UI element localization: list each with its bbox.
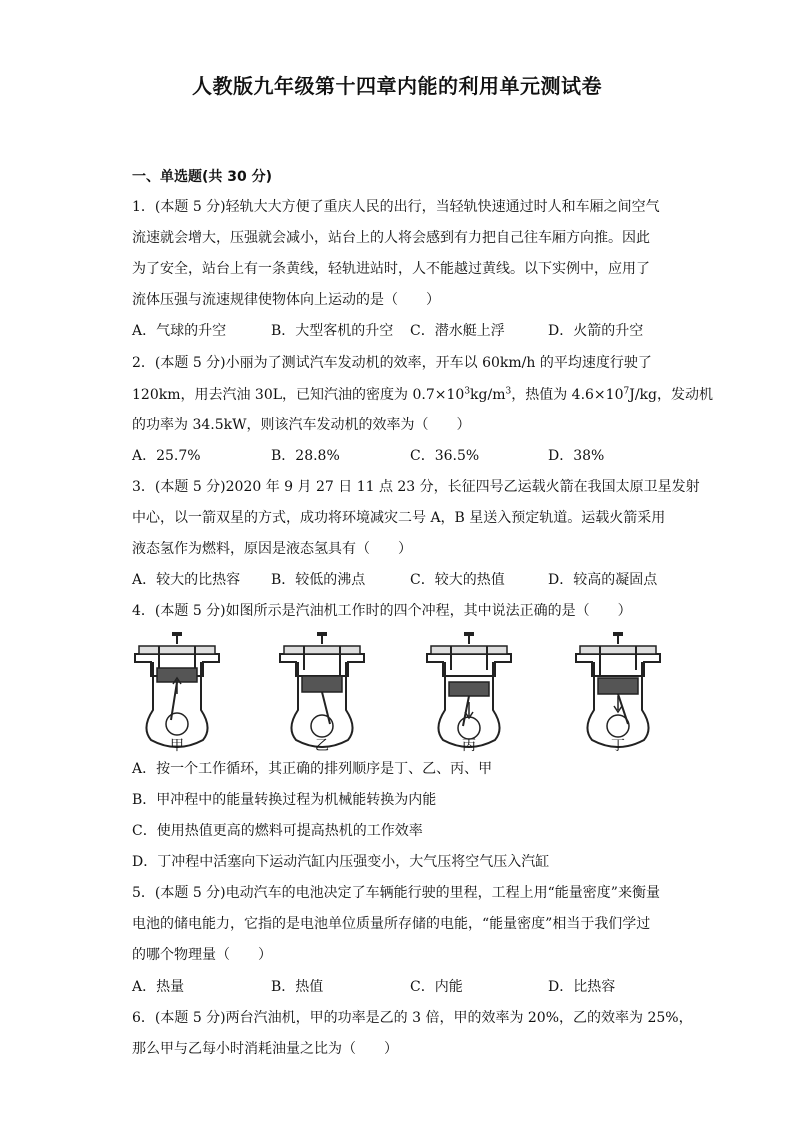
q6-line: 那么甲与乙每小时消耗油量之比为（ ） <box>132 1041 398 1057</box>
q2-exponent: 7 <box>623 386 630 397</box>
q2-line: 2．(本题 5 分)小丽为了测试汽车发动机的效率，开车以 60km/h 的平均速度行驶了 <box>132 355 652 371</box>
engine-label-bing: 丙 <box>462 738 476 754</box>
q1-option-b: B．大型客机的升空 <box>271 323 394 339</box>
q3-line: 中心，以一箭双星的方式，成功将环境减灾二号 A，B 星送入预定轨道。运载火箭采用 <box>132 510 666 526</box>
q5-option-b: B．热值 <box>271 979 324 995</box>
engine-stroke-bing-figure <box>423 632 515 748</box>
q2-text: 120km，用去汽油 30L，已知汽油的密度为 0.7×10 <box>132 387 465 403</box>
q1-line: 1．(本题 5 分)轻轨大大方便了重庆人民的出行，当轻轨快速通过时人和车厢之间空气 <box>132 199 660 215</box>
section-heading: 一、单选题(共 30 分) <box>132 169 273 185</box>
q4-option-c: C．使用热值更高的燃料可提高热机的工作效率 <box>132 823 423 839</box>
q3-option-a: A．较大的比热容 <box>132 572 241 588</box>
q1-line: 为了安全，站台上有一条黄线，轻轨进站时，人不能越过黄线。以下实例中，应用了 <box>132 261 650 277</box>
q5-line: 的哪个物理量（ ） <box>132 947 272 963</box>
engine-stroke-yi-figure <box>276 632 368 748</box>
q5-option-c: C．内能 <box>410 979 463 995</box>
q3-line: 液态氢作为燃料，原因是液态氢具有（ ） <box>132 541 412 557</box>
q2-option-d: D．38% <box>548 448 605 464</box>
engine-label-yi: 乙 <box>315 738 329 754</box>
engine-label-jia: 甲 <box>170 738 184 754</box>
engine-label-ding: 丁 <box>611 738 625 754</box>
q3-line: 3．(本题 5 分)2020 年 9 月 27 日 11 点 23 分，长征四号乙运载火箭在我国太原卫星发射 <box>132 479 700 495</box>
q3-option-b: B．较低的沸点 <box>271 572 366 588</box>
q2-text: kg/m <box>470 387 506 403</box>
q2-text: ，热值为 4.6×10 <box>511 387 624 403</box>
q3-option-c: C．较大的热值 <box>410 572 505 588</box>
engine-stroke-ding-figure <box>572 632 664 748</box>
q2-line: 的功率为 34.5kW，则该汽车发动机的效率为（ ） <box>132 417 471 433</box>
q2-exponent: 3 <box>464 386 471 397</box>
page-title: 人教版九年级第十四章内能的利用单元测试卷 <box>192 74 602 98</box>
q1-line: 流速就会增大，压强就会减小，站台上的人将会感到有力把自己往车厢方向推。因此 <box>132 230 650 246</box>
q5-option-d: D．比热容 <box>548 979 616 995</box>
q1-option-d: D．火箭的升空 <box>548 323 644 339</box>
q3-option-d: D．较高的凝固点 <box>548 572 658 588</box>
q5-line: 电池的储电能力，它指的是电池单位质量所存储的电能，“能量密度”相当于我们学过 <box>132 916 651 932</box>
q1-option-a: A．气球的升空 <box>132 323 227 339</box>
q2-line <box>132 386 713 404</box>
q5-option-a: A．热量 <box>132 979 185 995</box>
q2-option-b: B．28.8% <box>271 448 340 464</box>
q1-line: 流体压强与流速规律使物体向上运动的是（ ） <box>132 292 440 308</box>
q2-option-c: C．36.5% <box>410 448 480 464</box>
q2-text: J/kg，发动机 <box>629 387 713 403</box>
q4-line: 4．(本题 5 分)如图所示是汽油机工作时的四个冲程，其中说法正确的是（ ） <box>132 603 632 619</box>
q4-option-b: B．甲冲程中的能量转换过程为机械能转换为内能 <box>132 792 437 808</box>
engine-stroke-jia-figure <box>131 632 223 748</box>
q6-line: 6．(本题 5 分)两台汽油机，甲的功率是乙的 3 倍，甲的效率为 20%，乙的效率为 25%， <box>132 1010 693 1026</box>
q5-line: 5．(本题 5 分)电动汽车的电池决定了车辆能行驶的里程，工程上用“能量密度”来衡量 <box>132 885 660 901</box>
q2-option-a: A．25.7% <box>132 448 201 464</box>
q2-exponent: 3 <box>505 386 512 397</box>
q4-option-d: D．丁冲程中活塞向下运动汽缸内压强变小，大气压将空气压入汽缸 <box>132 854 550 870</box>
q4-option-a: A．按一个工作循环，其正确的排列顺序是丁、乙、丙、甲 <box>132 761 493 777</box>
q1-option-c: C．潜水艇上浮 <box>410 323 505 339</box>
